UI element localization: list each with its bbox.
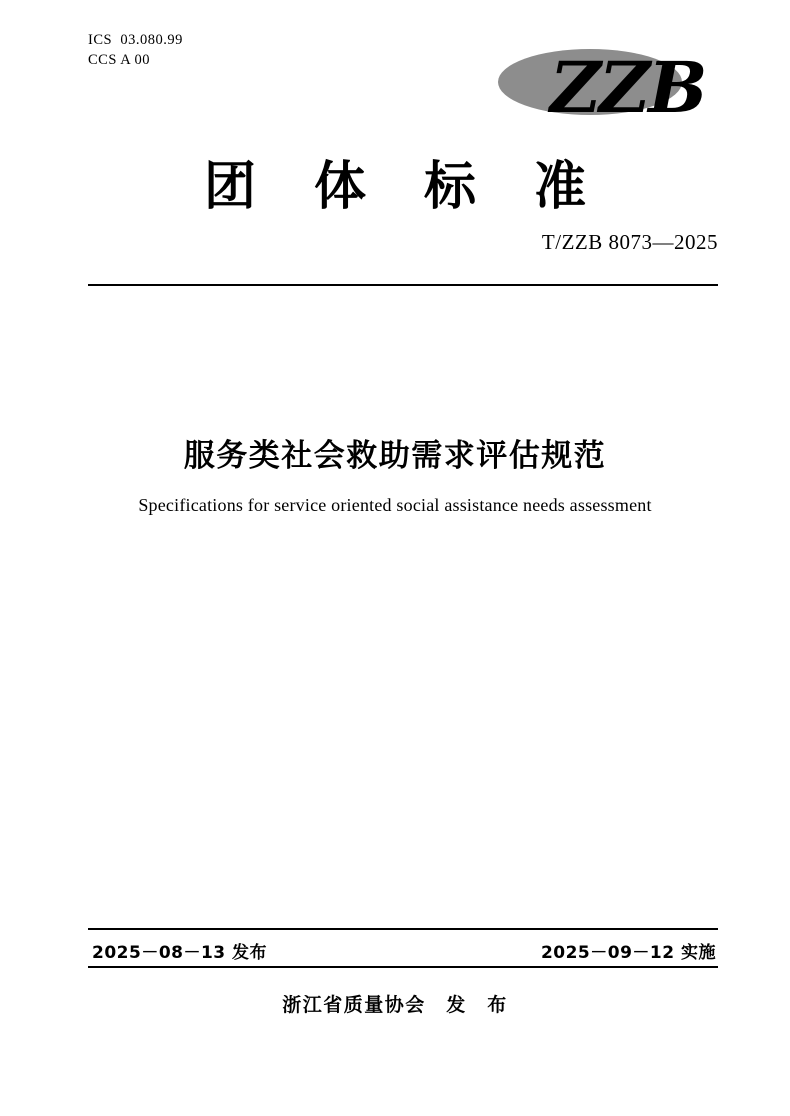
footer-divider-top bbox=[88, 928, 718, 930]
standard-number: T/ZZB 8073—2025 bbox=[541, 230, 718, 254]
footer-divider-bottom bbox=[88, 966, 718, 968]
svg-text:ZZB: ZZB bbox=[550, 46, 706, 128]
page-title-english: Specifications for service oriented social assistance needs assessment bbox=[138, 495, 652, 515]
issue-date: 2025－08－13 发布 bbox=[92, 943, 268, 963]
ics-code: ICS 03.080.99 bbox=[88, 32, 183, 48]
classification-codes bbox=[88, 30, 183, 70]
document-kind-title: 团体标准 bbox=[203, 157, 644, 217]
ccs-code: CCS A 00 bbox=[88, 52, 151, 68]
implementation-date: 2025－09－12 实施 bbox=[540, 943, 716, 963]
zzb-logo-icon bbox=[498, 42, 718, 128]
page-title-chinese: 服务类社会救助需求评估规范 bbox=[183, 438, 607, 474]
header-divider bbox=[88, 284, 718, 286]
publisher-name: 浙江省质量协会 发 布 bbox=[282, 994, 508, 1016]
